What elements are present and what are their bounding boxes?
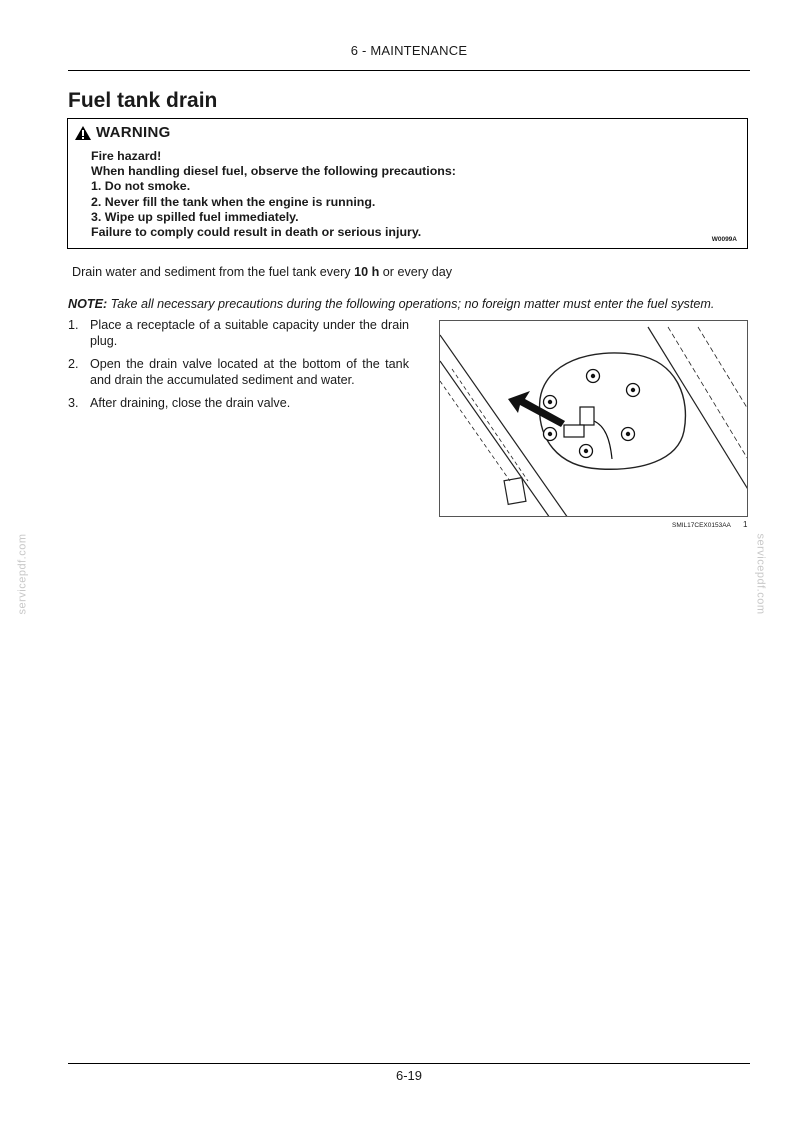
warning-title: WARNING [96, 124, 171, 141]
step-text: Place a receptacle of a suitable capacity under the drain plug. [90, 318, 409, 348]
warning-heading [74, 124, 171, 141]
step-item [68, 396, 409, 412]
page-number: 6-19 [395, 1068, 423, 1083]
step-item [68, 357, 409, 388]
warning-line: When handling diesel fuel, observe the following precautions: [91, 164, 456, 179]
warning-text [91, 149, 456, 240]
drain-valve-figure [439, 320, 748, 517]
step-number: 2. [68, 357, 79, 372]
interval-value: 10 h [354, 265, 380, 279]
intro-before: Drain water and sediment from the fuel tank every [72, 265, 355, 279]
step-text: After draining, close the drain valve. [90, 396, 291, 411]
watermark-left: servicepdf.com [16, 533, 29, 615]
step-number: 1. [68, 318, 79, 332]
step-item [68, 318, 409, 349]
warning-line: Fire hazard! [91, 149, 162, 163]
page-title: Fuel tank drain [68, 89, 218, 112]
warning-line: Failure to comply could result in death or serious injury. [91, 225, 422, 240]
warning-line: 3. Wipe up spilled fuel immediately. [91, 209, 299, 224]
note-text: Take all necessary precautions during the following operations; no foreign matter must enter the fuel system. [107, 297, 715, 311]
footer-rule [68, 1063, 750, 1064]
warning-line: 1. Do not smoke. [91, 179, 191, 194]
warning-code: W0099A [711, 236, 737, 243]
watermark-right: servicepdf.com [754, 533, 767, 615]
note-label: NOTE: [68, 297, 108, 311]
note [68, 297, 714, 311]
step-number: 3. [68, 396, 79, 411]
figure-caption: SMIL17CEX0153AA [672, 522, 731, 529]
warning-box [67, 118, 748, 249]
warning-triangle-icon [74, 125, 92, 141]
procedure-steps [68, 318, 409, 420]
warning-line: 2. Never fill the tank when the engine is running. [91, 194, 376, 209]
intro-text [72, 265, 452, 279]
intro-after: or every day [379, 265, 453, 279]
figure-number: 1 [743, 520, 748, 529]
fuel-tank-drain-illustration [440, 321, 748, 517]
header-rule [68, 70, 750, 71]
running-header: 6 - MAINTENANCE [350, 43, 468, 58]
step-text: Open the drain valve located at the bottom of the tank and drain the accumulated sediment and water. [90, 357, 409, 387]
